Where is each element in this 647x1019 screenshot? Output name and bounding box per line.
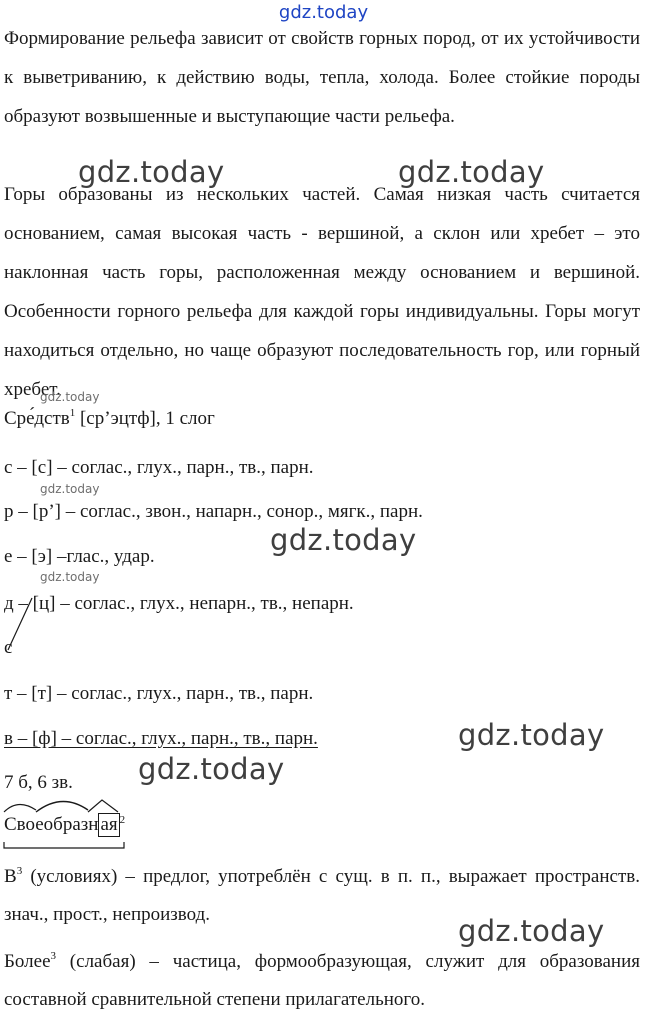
letter-row: е – [э] –глас., удар. [4, 546, 155, 567]
header-watermark: gdz.today [278, 2, 369, 23]
task-index: 1 [69, 406, 76, 419]
paragraph-mountains: Горы образованы из нескольких частей. Самая низкая часть считается основанием, самая высокая часть - вершиной, а склон или хребет – это наклонная часть горы, расположенная между основанием и вершиной. Особенности горного рельефа для каждой горы индивидуальны. Горы могут находиться отдельно, но чаще образуют последовательность гор, или горный хребет. [4, 184, 640, 400]
word-analysis-header [4, 407, 215, 431]
watermark: gdz.today [78, 155, 225, 189]
root-arc [36, 801, 88, 812]
letter-row: д – [ц] – соглас., глух., непарн., тв., непарн. [4, 593, 354, 614]
letter-row-underlined: в – [ф] – соглас., глух., парн., тв., парн. [4, 728, 318, 749]
paragraph-relief: Формирование рельефа зависит от свойств горных пород, от их устойчивости к выветриванию, к действию воды, тепла, холода. Более стойкие породы образуют возвышенные и выступающие части рельефа. [4, 28, 640, 127]
watermark: gdz.today [270, 523, 417, 557]
suffix-mark [88, 800, 118, 812]
preposition-text: (условиях) – предлог, употреблён с сущ. в п. п., выражает пространств. знач., прост., непроизвод. [4, 866, 640, 925]
watermark: gdz.today [398, 155, 545, 189]
particle-word: Более [4, 951, 51, 972]
particle-text: (слабая) – частица, формообразующая, служит для образования составной сравнительной степени прилагательного. [4, 951, 640, 1010]
letter-row: р – [р’] – соглас., звон., напарн., сонор., мягк., парн. [4, 501, 423, 522]
watermark: gdz.today [458, 914, 605, 948]
preposition-index: 3 [16, 864, 23, 877]
letter-row: с – [с] – соглас., глух., парн., тв., парн. [4, 457, 314, 478]
word-root: Своеобразн [4, 814, 99, 835]
preposition-word: В [4, 866, 17, 887]
letter-row: с [4, 637, 13, 658]
morphemic-parse [4, 812, 125, 838]
letter-row: т – [т] – соглас., глух., парн., тв., парн. [4, 683, 314, 704]
base-bracket [4, 842, 124, 848]
first-root-arc [4, 804, 36, 812]
paragraph-particle [4, 943, 640, 1019]
transcription: [ср’эцтф], 1 слог [75, 408, 215, 429]
word-ending: ая [100, 814, 118, 835]
watermark-small: gdz.today [40, 390, 100, 404]
letters-sounds-summary: 7 б, 6 зв. [4, 772, 73, 793]
watermark: gdz.today [458, 718, 605, 752]
analyzed-word: Сре́дств [4, 408, 70, 429]
morphemic-index: 2 [119, 813, 126, 826]
watermark-small: gdz.today [40, 482, 100, 496]
particle-index: 3 [50, 949, 57, 962]
watermark: gdz.today [138, 752, 285, 786]
watermark-small: gdz.today [40, 570, 100, 584]
